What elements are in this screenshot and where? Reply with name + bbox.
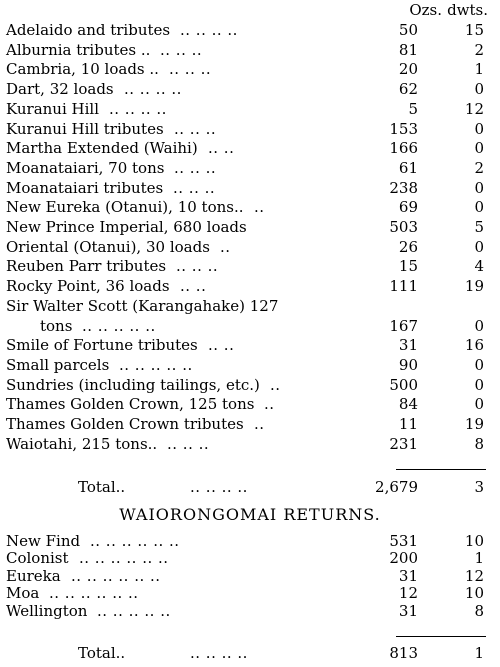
row-ozs: 231	[389, 434, 418, 453]
table-row	[0, 159, 500, 177]
table-row	[0, 120, 500, 138]
total-row-2	[0, 644, 500, 662]
row-leader-dots: .. .. .. .. .. ..	[71, 566, 161, 585]
row-leader-dots: .. .. .. ..	[109, 99, 167, 118]
row-leader-dots: .. .. .. .. .. ..	[49, 584, 139, 603]
total-row	[0, 478, 500, 496]
section-title: WAIORONGOMAI RETURNS.	[119, 505, 381, 524]
row-ozs: 5	[408, 99, 418, 118]
row-name: Oriental (Otanui), 30 loads	[6, 237, 210, 256]
row-dwts: 1	[474, 549, 484, 568]
row-dwts: 2	[474, 158, 484, 177]
row-name: Thames Golden Crown tributes	[6, 415, 244, 433]
row-name: Sundries (including tailings, etc.)	[6, 375, 260, 394]
table-row	[0, 218, 500, 236]
table-row	[0, 376, 500, 394]
row-name: Waiotahi, 215 tons..	[6, 434, 158, 453]
table-row	[0, 277, 500, 295]
row-ozs: 81	[398, 40, 418, 59]
row-leader-dots: .. .. .. .. ..	[97, 601, 171, 620]
row-dwts: 0	[474, 80, 484, 99]
row-leader-dots: ..	[254, 198, 265, 217]
table-row	[0, 21, 500, 39]
total-rule-2	[396, 636, 486, 637]
table-row	[0, 584, 500, 602]
row-dwts: 0	[474, 395, 484, 414]
row-dwts: 1	[474, 60, 484, 79]
row-name: Alburnia tributes ..	[6, 40, 151, 59]
ozs-header: Ozs.	[409, 1, 442, 19]
row-leader-dots: .. .. ..	[167, 434, 210, 453]
row-ozs: 31	[398, 601, 418, 620]
row-dwts: 12	[464, 566, 484, 585]
row-name: Moa	[6, 584, 40, 603]
row-ozs: 167	[389, 316, 418, 335]
table-row	[0, 80, 500, 98]
row-name: Cambria, 10 loads ..	[6, 60, 159, 79]
row-dwts: 10	[464, 532, 484, 550]
row-name: Adelaido and tributes	[6, 21, 171, 39]
row-name: New Eureka (Otanui), 10 tons..	[6, 198, 244, 217]
row-dwts: 0	[474, 139, 484, 158]
dwts-header: dwts.	[447, 1, 488, 19]
row-leader-dots: .. .. ..	[174, 119, 217, 138]
row-name: Kuranui Hill tributes	[6, 119, 164, 138]
table-row	[0, 100, 500, 118]
row-dwts: 10	[464, 584, 484, 603]
total-label-2: Total..	[78, 644, 126, 662]
row-ozs: 238	[389, 178, 418, 197]
row-ozs: 84	[398, 395, 418, 414]
row-ozs: 200	[389, 549, 418, 568]
row-dwts: 8	[474, 601, 484, 620]
table-row	[0, 238, 500, 256]
row-name: New Find	[6, 532, 81, 550]
total-dots-2: .. .. .. ..	[190, 644, 248, 662]
row-ozs: 31	[398, 336, 418, 355]
row-ozs: 153	[389, 119, 418, 138]
row-leader-dots: .. .. .. .. ..	[119, 355, 193, 374]
row-ozs: 61	[398, 158, 418, 177]
row-dwts: 15	[464, 21, 484, 39]
row-name: Sir Walter Scott (Karangahake) 127	[6, 296, 279, 315]
row-ozs: 90	[398, 355, 418, 374]
table-row	[0, 257, 500, 275]
row-dwts: 8	[474, 434, 484, 453]
row-ozs: 20	[398, 60, 418, 79]
total-ozs: 2,679	[375, 478, 418, 496]
table-row	[0, 179, 500, 197]
table-row	[0, 415, 500, 433]
row-dwts: 2	[474, 40, 484, 59]
row-dwts: 0	[474, 375, 484, 394]
row-leader-dots: .. .. .. .. .. ..	[90, 532, 180, 550]
row-dwts: 0	[474, 178, 484, 197]
table-row	[0, 198, 500, 216]
row-leader-dots: .. .. ..	[173, 178, 216, 197]
table-row	[0, 395, 500, 413]
row-ozs: 15	[398, 257, 418, 276]
row-dwts: 12	[464, 99, 484, 118]
row-ozs: 111	[389, 277, 418, 296]
table-row	[0, 549, 500, 567]
row-ozs: 26	[398, 237, 418, 256]
total-dwts-2: 1	[474, 644, 484, 662]
row-ozs: 62	[398, 80, 418, 99]
table-row	[0, 139, 500, 157]
row-ozs: 31	[398, 566, 418, 585]
table-row	[0, 317, 500, 335]
row-leader-dots: .. .. .. .. .. ..	[79, 549, 169, 568]
row-leader-dots: .. ..	[180, 277, 207, 296]
row-leader-dots: .. .. ..	[169, 60, 212, 79]
table-row	[0, 532, 500, 550]
row-dwts: 0	[474, 355, 484, 374]
row-dwts: 19	[464, 277, 484, 296]
row-leader-dots: ..	[270, 375, 281, 394]
row-ozs: 11	[398, 415, 418, 433]
row-ozs: 69	[398, 198, 418, 217]
table-row	[0, 356, 500, 374]
row-name: Kuranui Hill	[6, 99, 100, 118]
row-dwts: 0	[474, 316, 484, 335]
row-ozs: 500	[389, 375, 418, 394]
row-name: Rocky Point, 36 loads	[6, 277, 170, 296]
row-ozs: 503	[389, 218, 418, 236]
total-label: Total..	[78, 478, 126, 496]
row-leader-dots: .. .. .. ..	[124, 80, 182, 99]
row-dwts: 0	[474, 119, 484, 138]
row-ozs: 166	[389, 139, 418, 158]
row-dwts: 16	[464, 336, 484, 355]
row-leader-dots: .. .. ..	[160, 40, 203, 59]
total-ozs-2: 813	[389, 644, 418, 662]
row-name: New Prince Imperial, 680 loads	[6, 218, 247, 236]
table-row	[0, 336, 500, 354]
row-dwts: 4	[474, 257, 484, 276]
row-name: tons	[40, 316, 73, 335]
row-name: Thames Golden Crown, 125 tons	[6, 395, 255, 414]
row-leader-dots: .. ..	[208, 139, 235, 158]
table-row	[0, 297, 500, 315]
row-leader-dots: .. .. .. ..	[180, 21, 238, 39]
row-leader-dots: .. .. ..	[176, 257, 219, 276]
row-leader-dots: ..	[264, 395, 275, 414]
row-leader-dots: ..	[254, 415, 265, 433]
row-name: Moanataiari tributes	[6, 178, 164, 197]
total-dwts: 3	[474, 478, 484, 496]
row-name: Eureka	[6, 566, 61, 585]
total-rule	[396, 469, 486, 470]
total-dots: .. .. .. ..	[190, 478, 248, 496]
row-name: Moanataiari, 70 tons	[6, 158, 165, 177]
row-ozs: 531	[389, 532, 418, 550]
table-row	[0, 567, 500, 585]
row-name: Martha Extended (Waihi)	[6, 139, 198, 158]
row-leader-dots: .. ..	[208, 336, 235, 355]
table-row	[0, 41, 500, 59]
row-dwts: 0	[474, 237, 484, 256]
row-name: Dart, 32 loads	[6, 80, 114, 99]
row-dwts: 5	[474, 218, 484, 236]
row-ozs: 50	[398, 21, 418, 39]
row-leader-dots: .. .. .. .. ..	[82, 316, 156, 335]
table-row	[0, 602, 500, 620]
row-name: Wellington	[6, 601, 88, 620]
row-name: Reuben Parr tributes	[6, 257, 167, 276]
row-dwts: 19	[464, 415, 484, 433]
row-name: Colonist	[6, 549, 69, 568]
row-leader-dots: .. .. ..	[174, 158, 217, 177]
row-ozs: 12	[398, 584, 418, 603]
table-row	[0, 60, 500, 78]
row-leader-dots: ..	[220, 237, 231, 256]
row-name: Smile of Fortune tributes	[6, 336, 198, 355]
table-row	[0, 435, 500, 453]
row-dwts: 0	[474, 198, 484, 217]
row-name: Small parcels	[6, 355, 110, 374]
